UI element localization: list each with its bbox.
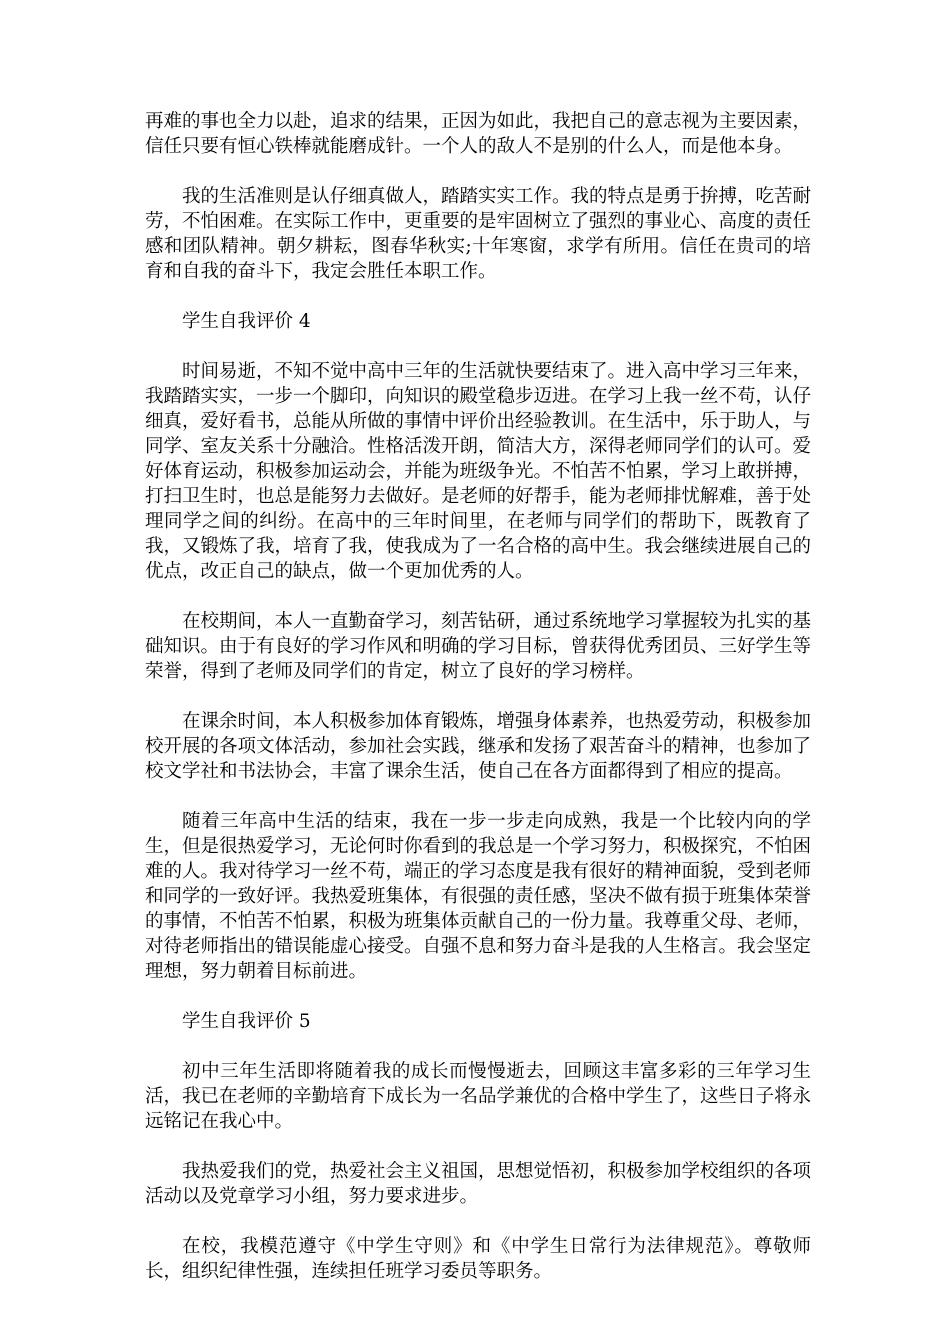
paragraph-3: 时间易逝，不知不觉中高中三年的生活就快要结束了。进入高中学习三年来，我踏踏实实，一步一个脚印，向知识的殿堂稳步迈进。在学习上我一丝不苟，认仔细真，爱好看书，总能从所做的事情中评价出经验教训。在生活中，乐于助人，与同学、室友关系十分融洽。性格活泼开朗，简洁大方，深得老师同学们的认可。爱好体育运动，积极参加运动会，并能为班级争光。不怕苦不怕累，学习上敢拼搏，打扫卫生时，也总是能努力去做好。是老师的好帮手，能为老师排忧解难，善于处理同学之间的纠纷。在高中的三年时间里，在老师与同学们的帮助下，既教育了我，又锻炼了我，培育了我，使我成为了一名合格的高中生。我会继续进展自己的优点，改正自己的缺点，做一个更加优秀的人。 (145, 361, 812, 582)
paragraph-1: 再难的事也全力以赴，追求的结果，正因为如此，我把自己的意志视为主要因素，信任只要有恒心铁棒就能磨成针。一个人的敌人不是别的什么人，而是他本身。 (145, 111, 812, 157)
paragraph-2: 我的生活准则是认仔细真做人，踏踏实实工作。我的特点是勇于拚搏，吃苦耐劳，不怕困难。在实际工作中，更重要的是牢固树立了强烈的事业心、高度的责任感和团队精神。朝夕耕耘，图春华秋实;十年寒窗，求学有所用。信任在贵司的培育和自我的奋斗下，我定会胜任本职工作。 (145, 186, 812, 282)
section-heading-4: 学生自我评价 4 (182, 311, 311, 332)
paragraph-6: 随着三年高中生活的结束，我在一步一步走向成熟，我是一个比较内向的学生，但是很热爱学习，无论何时你看到的我总是一个学习努力，积极探究，不怕困难的人。我对待学习一丝不苟，端正的学习态度是我有很好的精神面貌，受到老师和同学的一致好评。我热爱班集体，有很强的责任感，坚决不做有损于班集体荣誉的事情，不怕苦不怕累，积极为班集体贡献自己的一份力量。我尊重父母、老师，对待老师指出的错误能虚心接受。自强不息和努力奋斗是我的人生格言。我会坚定理想，努力朝着目标前进。 (145, 811, 812, 982)
document-body (145, 109, 811, 1309)
paragraph-4: 在校期间，本人一直勤奋学习，刻苦钻研，通过系统地学习掌握较为扎实的基础知识。由于有良好的学习作风和明确的学习目标，曾获得优秀团员、三好学生等荣誉，得到了老师及同学们的肯定，树立了良好的学习榜样。 (145, 611, 812, 682)
paragraph-8: 我热爱我们的党，热爱社会主义祖国，思想觉悟初，积极参加学校组织的各项活动以及党章学习小组，努力要求进步。 (145, 1161, 812, 1207)
paragraph-7: 初中三年生活即将随着我的成长而慢慢逝去，回顾这丰富多彩的三年学习生活，我已在老师的辛勤培育下成长为一名品学兼优的合格中学生了，这些日子将永远铭记在我心中。 (145, 1061, 812, 1132)
paragraph-5: 在课余时间，本人积极参加体育锻炼，增强身体素养，也热爱劳动，积极参加校开展的各项文体活动，参加社会实践，继承和发扬了艰苦奋斗的精神，也参加了校文学社和书法协会，丰富了课余生活，使自己在各方面都得到了相应的提高。 (145, 711, 812, 782)
section-heading-5: 学生自我评价 5 (182, 1011, 311, 1032)
paragraph-9: 在校，我模范遵守《中学生守则》和《中学生日常行为法律规范》。尊敬师长，组织纪律性强，连续担任班学习委员等职务。 (145, 1236, 811, 1282)
